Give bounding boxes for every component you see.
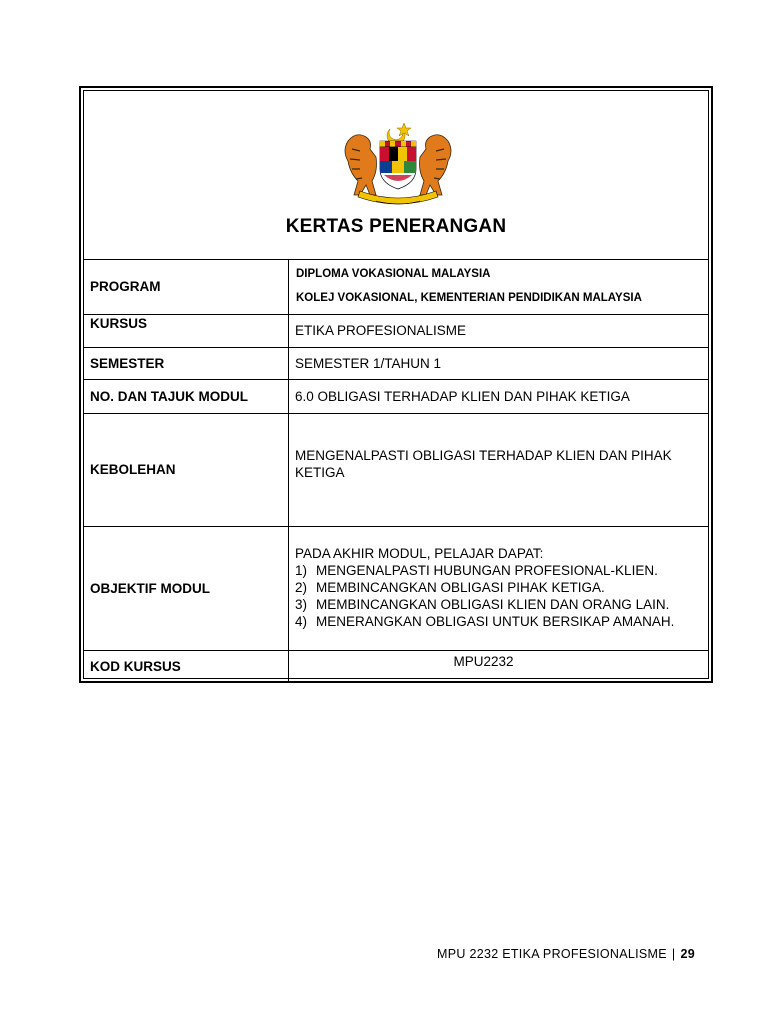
- row-kursus: [84, 314, 708, 348]
- document-title: KERTAS PENERANGAN: [285, 216, 507, 237]
- row-kod: [84, 650, 708, 682]
- list-item: 1) MENGENALPASTI HUBUNGAN PROFESIONAL-KLIEN.: [295, 563, 658, 578]
- row-objektif: [84, 526, 708, 651]
- program-line-1: DIPLOMA VOKASIONAL MALAYSIA: [296, 268, 491, 280]
- value-program: [289, 259, 708, 314]
- value-kebolehan: MENGENALPASTI OBLIGASI TERHADAP KLIEN DAN PIHAK KETIGA: [295, 448, 672, 480]
- value-objektif: [289, 526, 708, 650]
- label-kebolehan: KEBOLEHAN: [84, 413, 289, 526]
- row-kebolehan: [84, 413, 708, 527]
- footer-text: MPU 2232 ETIKA PROFESIONALISME: [437, 947, 667, 961]
- label-kursus: KURSUS: [84, 314, 289, 347]
- value-modul: 6.0 OBLIGASI TERHADAP KLIEN DAN PIHAK KETIGA: [295, 388, 630, 404]
- label-program: PROGRAM: [84, 259, 289, 314]
- header-area: [84, 91, 708, 260]
- page-footer: [437, 947, 695, 961]
- list-item: 2) MEMBINCANGKAN OBLIGASI PIHAK KETIGA.: [295, 580, 605, 595]
- objektif-intro: PADA AKHIR MODUL, PELAJAR DAPAT:: [295, 546, 544, 561]
- value-kursus: ETIKA PROFESIONALISME: [295, 323, 467, 338]
- list-item: 3) MEMBINCANGKAN OBLIGASI KLIEN DAN ORANG LAIN.: [295, 597, 670, 612]
- row-program: [84, 259, 708, 315]
- value-kod: MPU2232: [453, 654, 514, 669]
- page-number: 29: [680, 947, 695, 961]
- footer-separator: |: [671, 947, 676, 961]
- row-semester: [84, 347, 708, 380]
- label-objektif: OBJEKTIF MODUL: [84, 526, 289, 650]
- document-frame: [79, 86, 713, 683]
- document-table: [83, 90, 709, 679]
- list-item: 4) MENERANGKAN OBLIGASI UNTUK BERSIKAP AMANAH.: [295, 614, 675, 629]
- row-modul: [84, 379, 708, 414]
- label-kod: KOD KURSUS: [84, 650, 289, 682]
- program-line-2: KOLEJ VOKASIONAL, KEMENTERIAN PENDIDIKAN MALAYSIA: [296, 292, 642, 304]
- objektif-list: [295, 562, 708, 630]
- label-semester: SEMESTER: [84, 347, 289, 379]
- label-modul: NO. DAN TAJUK MODUL: [84, 379, 289, 413]
- malaysia-coat-of-arms-icon: [338, 119, 458, 209]
- value-semester: SEMESTER 1/TAHUN 1: [295, 355, 442, 371]
